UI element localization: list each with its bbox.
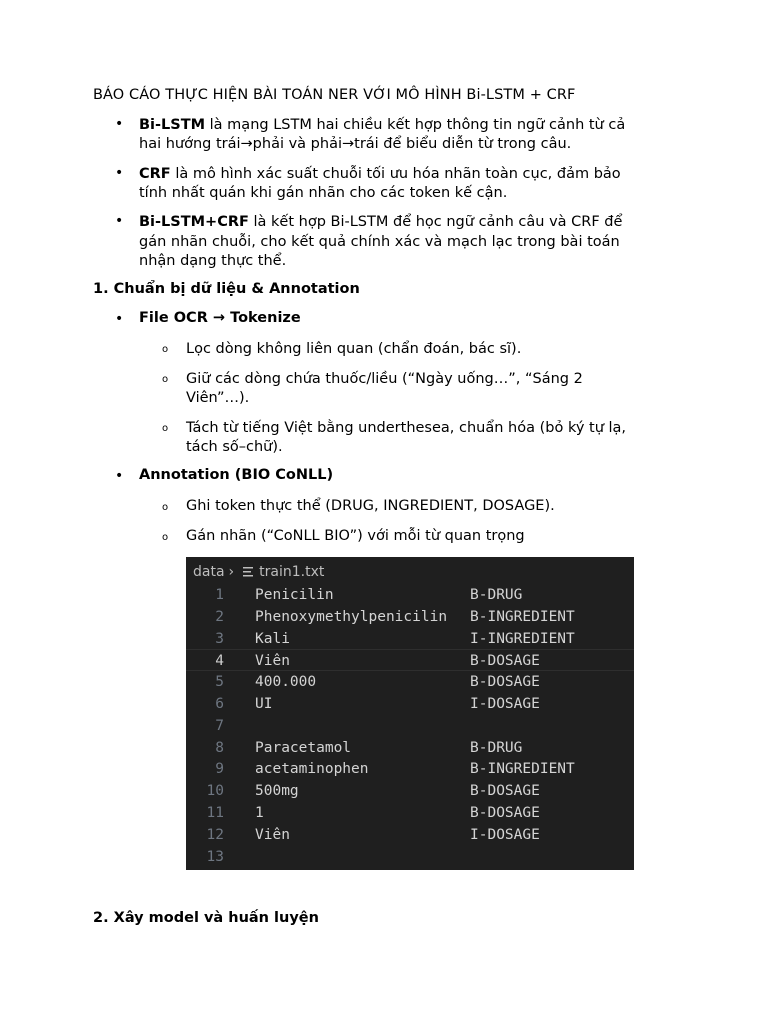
bio-label: B-DOSAGE [470, 674, 540, 691]
intro-item-crf-line1 [139, 164, 621, 184]
bullet-icon: • [115, 165, 124, 181]
bullet-icon: • [115, 213, 124, 229]
code-line [186, 693, 634, 715]
annotation-item: Gán nhãn (“CoNLL BIO”) với mỗi từ quan trọng [186, 528, 525, 544]
intro-item-combo-line1 [139, 212, 622, 232]
line-number: 6 [215, 696, 224, 712]
bio-label: I-DOSAGE [470, 826, 540, 843]
line-number: 4 [215, 653, 224, 670]
annotation-item: Ghi token thực thể (DRUG, INGREDIENT, DOSAGE). [186, 498, 555, 514]
breadcrumb-file: train1.txt [259, 564, 325, 580]
intro-text: là mạng LSTM hai chiều kết hợp thông tin ngữ cảnh từ cả [205, 117, 626, 133]
code-line [186, 737, 634, 759]
line-number: 5 [215, 674, 224, 691]
term: Bi-LSTM [139, 117, 206, 133]
section-heading: 1. Chuẩn bị dữ liệu & Annotation [93, 281, 360, 297]
line-number: 3 [215, 630, 224, 647]
bio-label: B-DRUG [470, 587, 523, 603]
line-number: 2 [215, 608, 224, 625]
ocr-item-line: tách số–chữ). [186, 439, 283, 455]
intro-item-combo-line2: gán nhãn chuỗi, cho kết quả chính xác và mạch lạc trong bài toán [139, 234, 620, 250]
bio-label: I-DOSAGE [470, 696, 540, 712]
code-editor-screenshot [186, 557, 634, 870]
sub-bullet-icon: o [162, 344, 169, 355]
code-line [186, 846, 634, 868]
bullet-icon: • [115, 311, 124, 327]
term: Bi-LSTM+CRF [139, 214, 249, 230]
line-number: 11 [206, 805, 224, 821]
bio-label: B-INGREDIENT [470, 608, 575, 625]
token-text: 500mg [255, 783, 299, 800]
section-heading: 2. Xây model và huấn luyện [93, 910, 319, 926]
bio-label: B-DOSAGE [470, 805, 540, 821]
code-line [186, 628, 634, 650]
line-number: 12 [206, 826, 224, 843]
ocr-item-line: Tách từ tiếng Việt bằng underthesea, chuẩn hóa (bỏ ký tự lạ, [186, 420, 627, 436]
code-line [186, 584, 634, 606]
intro-text: là mô hình xác suất chuỗi tối ưu hóa nhãn toàn cục, đảm bảo [170, 166, 621, 182]
bio-label: I-INGREDIENT [470, 630, 575, 647]
ocr-item-line: Lọc dòng không liên quan (chẩn đoán, bác sĩ). [186, 341, 522, 357]
token-text: acetaminophen [255, 761, 369, 778]
code-line [186, 606, 634, 628]
intro-item-crf-line2: tính nhất quán khi gán nhãn cho các token kế cận. [139, 185, 508, 201]
bio-label: B-DOSAGE [470, 653, 540, 670]
token-text: Phenoxymethylpenicilin [255, 608, 448, 625]
code-line [186, 671, 634, 693]
token-text: Kali [255, 630, 290, 647]
bullet-icon: • [115, 468, 124, 484]
sub-bullet-icon: o [162, 374, 169, 385]
bio-label: B-DRUG [470, 739, 523, 756]
intro-item-bilstm-line2: hai hướng trái→phải và phải→trái để biểu diễn từ trong câu. [139, 136, 572, 152]
breadcrumb-folder: data [193, 564, 225, 580]
bio-label: B-DOSAGE [470, 783, 540, 800]
term: CRF [139, 166, 171, 182]
token-text: 1 [255, 805, 264, 821]
code-line [186, 780, 634, 802]
chevron-right-icon: › [228, 564, 235, 580]
token-text: Viên [255, 826, 290, 843]
text-file-icon [243, 567, 253, 577]
bio-label: B-INGREDIENT [470, 761, 575, 778]
subsection-heading-annotation: Annotation (BIO CoNLL) [139, 467, 334, 483]
code-line [186, 715, 634, 737]
sub-bullet-icon: o [162, 423, 169, 434]
line-number: 9 [215, 761, 224, 778]
line-number: 10 [206, 783, 224, 800]
token-text: Paracetamol [255, 739, 352, 756]
subsection-heading-ocr: File OCR → Tokenize [139, 310, 301, 326]
line-number: 13 [206, 848, 224, 865]
ocr-item-line: Viên”…). [186, 390, 250, 406]
intro-item-combo-line3: nhận dạng thực thể. [139, 253, 287, 269]
document-title: BÁO CÁO THỰC HIỆN BÀI TOÁN NER VỚI MÔ HÌNH Bi-LSTM + CRF [93, 87, 576, 103]
code-line [186, 758, 634, 780]
token-text: UI [255, 696, 273, 712]
line-number: 7 [215, 717, 224, 734]
line-number: 1 [215, 587, 224, 603]
code-line [186, 824, 634, 846]
code-line [186, 649, 634, 671]
token-text: Viên [255, 653, 290, 670]
line-number: 8 [215, 739, 224, 756]
token-text: Penicilin [255, 587, 334, 603]
intro-item-bilstm-line1 [139, 115, 625, 135]
ocr-item-line: Giữ các dòng chứa thuốc/liều (“Ngày uống…”, “Sáng 2 [186, 371, 583, 387]
code-line [186, 802, 634, 824]
intro-text: là kết hợp Bi-LSTM để học ngữ cảnh câu và CRF để [248, 214, 623, 230]
token-text: 400.000 [255, 674, 317, 691]
sub-bullet-icon: o [162, 532, 169, 543]
bullet-icon: • [115, 116, 124, 132]
sub-bullet-icon: o [162, 502, 169, 513]
breadcrumb [193, 564, 324, 580]
